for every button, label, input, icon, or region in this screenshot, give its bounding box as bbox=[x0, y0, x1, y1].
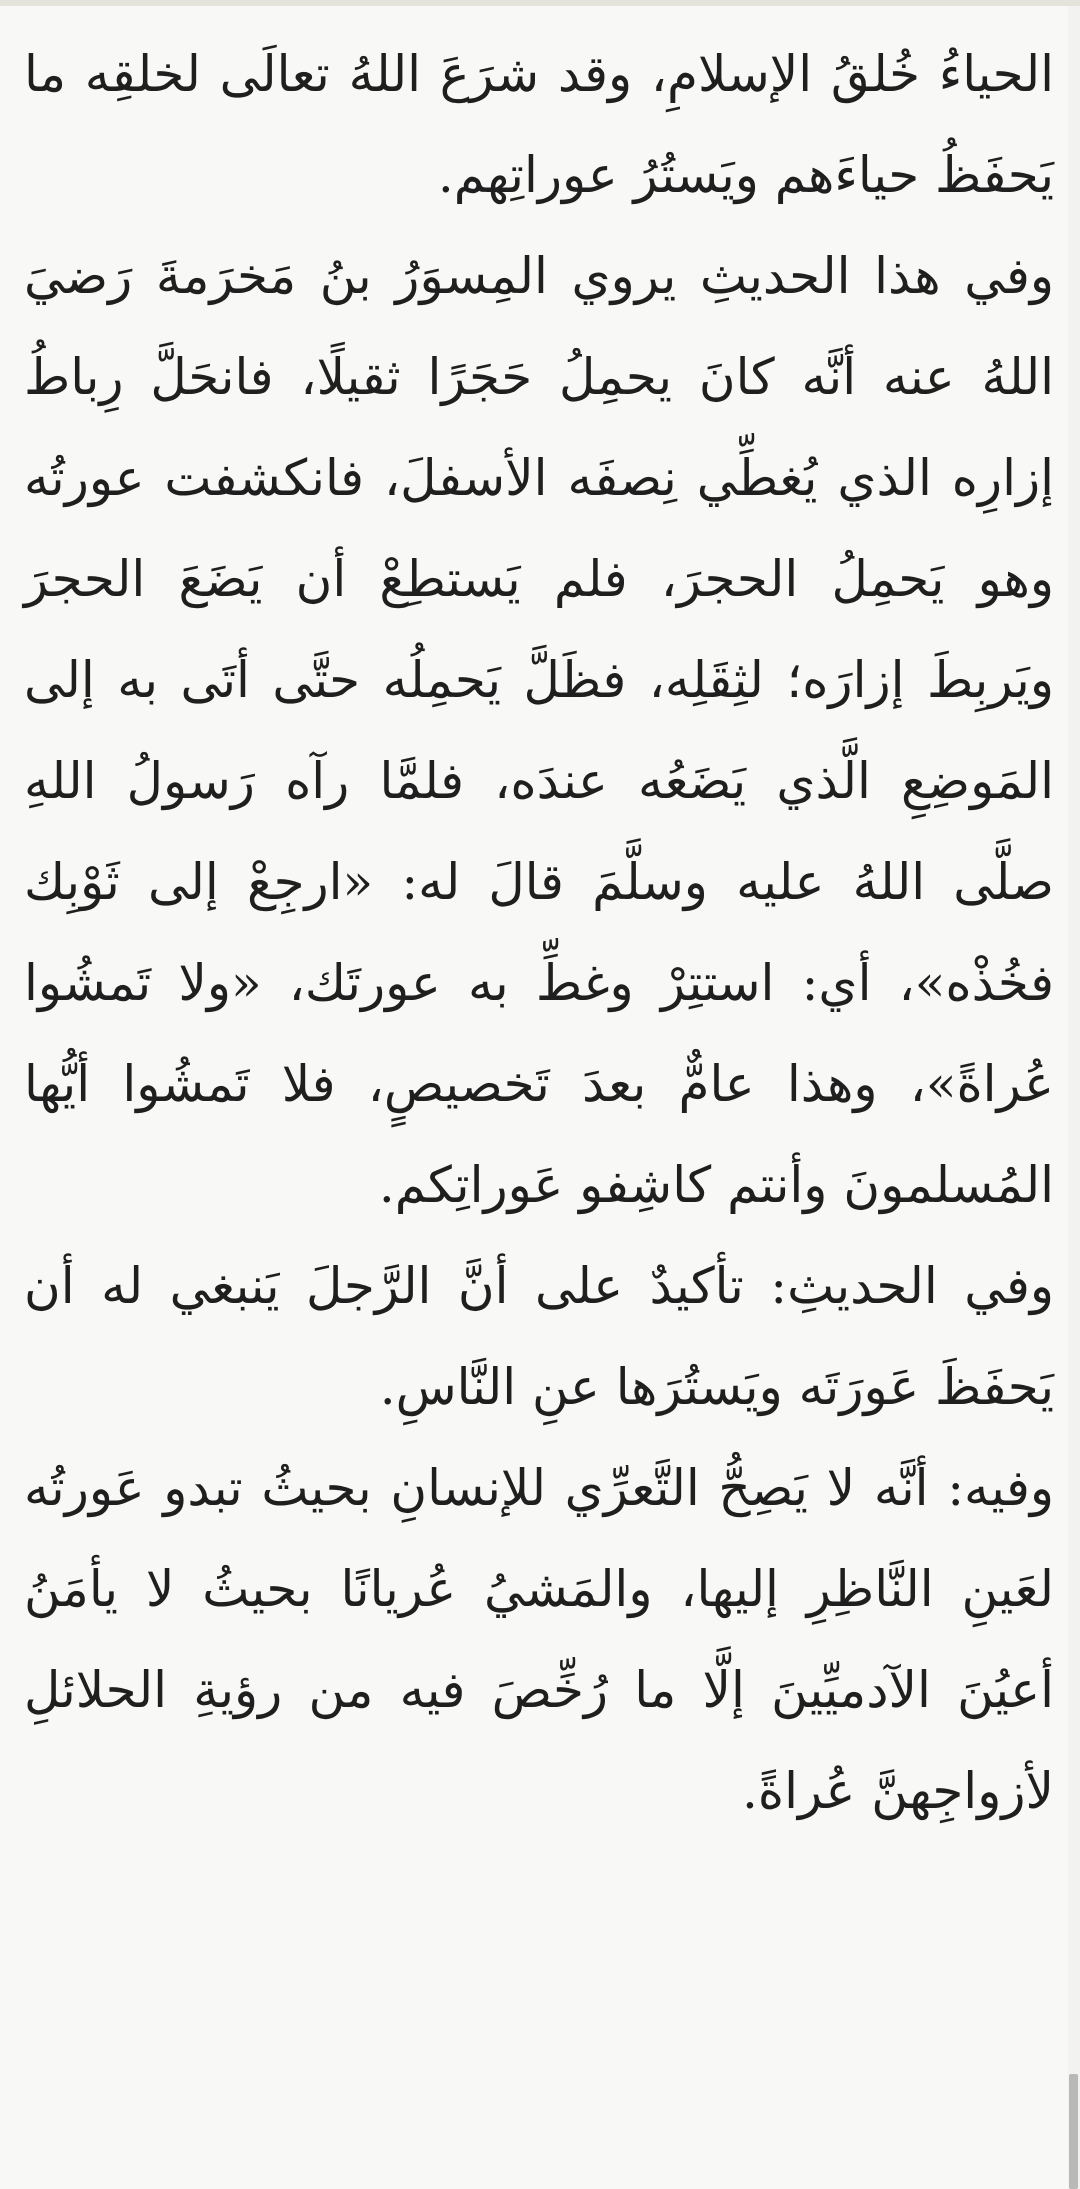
paragraph-lesson-two: وفيه: أنَّه لا يَصِحُّ التَّعرِّي للإنسانِ بحيثُ تبدو عَورتُه لعَينِ النَّاظِرِ إليها، والمَشيُ عُريانًا بحيثُ لا يأمَنُ أعيُنَ الآدميِّينَ إلَّا ما رُخِّصَ فيه من رؤيةِ الحلائلِ لأزواجِهنَّ عُراةً. bbox=[24, 1459, 1054, 1820]
paragraph-intro: الحياءُ خُلقُ الإسلامِ، وقد شرَعَ اللهُ تعالَى لخلقِه ما يَحفَظُ حياءَهم ويَستُرُ عوراتِهم. bbox=[24, 45, 1054, 204]
scrollbar-thumb[interactable] bbox=[1069, 2074, 1078, 2189]
paragraph-lesson-one: وفي الحديثِ: تأكيدٌ على أنَّ الرَّجلَ يَنبغي له أن يَحفَظَ عَورَتَه ويَستُرَها عنِ النَّاسِ. bbox=[24, 1257, 1054, 1416]
paragraph-hadith-story: وفي هذا الحديثِ يروي المِسوَرُ بنُ مَخرَمةَ رَضيَ اللهُ عنه أنَّه كانَ يحمِلُ حَجَرًا ثقيلًا، فانحَلَّ رِباطُ إزارِه الذي يُغطِّي نِصفَه الأسفلَ، فانكشفت عورتُه وهو يَحمِلُ الحجرَ، فلم يَستطِعْ أن يَضَعَ الحجرَ ويَربِطَ إزارَه؛ لثِقَلِه، فظَلَّ يَحمِلُه حتَّى أتَى به إلى المَوضِعِ الَّذي يَضَعُه عندَه، فلمَّا رآه رَسولُ اللهِ صلَّى اللهُ عليه وسلَّمَ قالَ له: «ارجِعْ إلى ثَوْبِك فخُذْه»، أي: استتِرْ وغطِّ به عورتَك، «ولا تَمشُوا عُراةً»، وهذا عامٌّ بعدَ تَخصيصٍ، فلا تَمشُوا أيُّها المُسلمونَ وأنتم كاشِفو عَوراتِكم. bbox=[24, 247, 1054, 1214]
article-body[interactable] bbox=[24, 24, 1054, 1842]
vertical-scrollbar[interactable] bbox=[1068, 6, 1080, 2189]
